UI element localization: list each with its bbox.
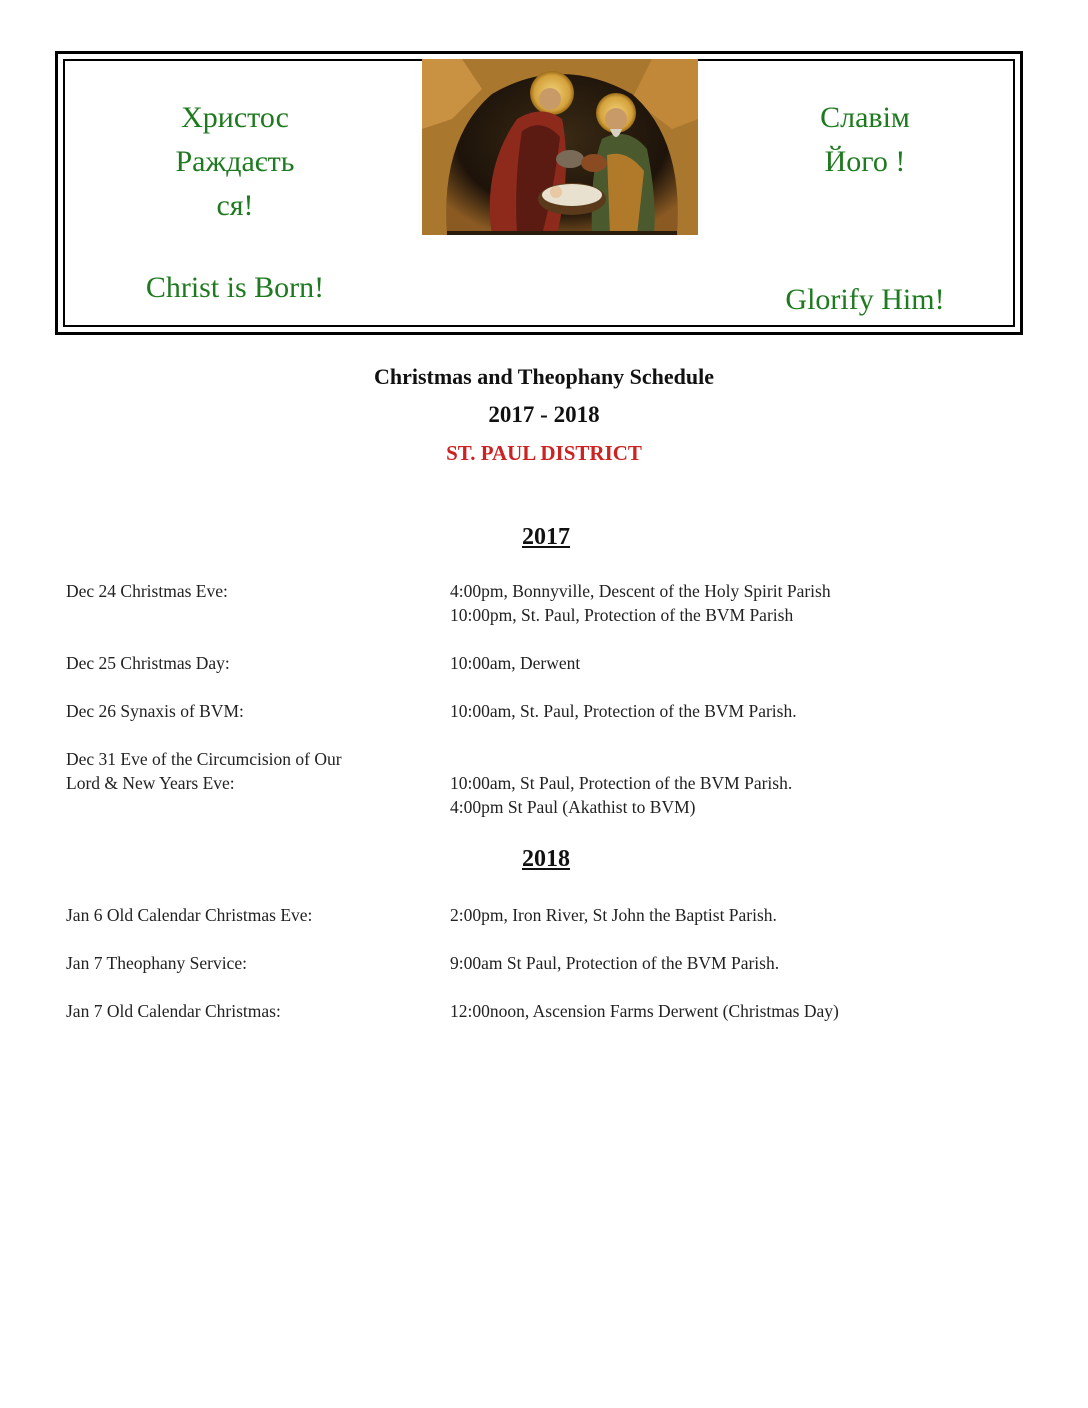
greeting-english-left: Christ is Born! (145, 271, 325, 304)
entry-time-line: 10:00am, St. Paul, Protection of the BVM Parish. (450, 701, 797, 721)
entry-label (66, 699, 426, 723)
greeting-line: Христос (181, 101, 289, 134)
entry-time-line: 12:00noon, Ascension Farms Derwent (Christmas Day) (450, 1001, 839, 1021)
entry-times (450, 651, 1050, 675)
entry-time-line: 4:00pm St Paul (Akathist to BVM) (450, 797, 696, 817)
entry-times (450, 999, 1050, 1023)
greeting-english-right: Glorify Him! (785, 283, 945, 316)
greeting-line: ся! (216, 189, 254, 222)
entry-time-line: 9:00am St Paul, Protection of the BVM Parish. (450, 953, 780, 973)
entry-times (450, 699, 1050, 723)
schedule-years: 2017 - 2018 (488, 402, 600, 427)
entry-label (66, 579, 426, 603)
entry-time-line: 4:00pm, Bonnyville, Descent of the Holy Spirit Parish (450, 581, 831, 601)
entry-time-line: 2:00pm, Iron River, St John the Baptist Parish. (450, 905, 777, 925)
schedule-title: Christmas and Theophany Schedule (373, 364, 715, 389)
entry-times (450, 903, 1050, 927)
entry-label-line: Jan 7 Old Calendar Christmas: (66, 1001, 281, 1021)
entry-label-line: Jan 6 Old Calendar Christmas Eve: (66, 905, 313, 925)
entry-label-line: Jan 7 Theophany Service: (66, 953, 247, 973)
entry-times (450, 771, 1050, 819)
entry-label (66, 903, 426, 927)
entry-label-line: Dec 26 Synaxis of BVM: (66, 701, 244, 721)
entry-label (66, 747, 426, 795)
district-name: ST. PAUL DISTRICT (446, 441, 642, 465)
entry-time-line: 10:00pm, St. Paul, Protection of the BVM Parish (450, 605, 794, 625)
entry-label (66, 951, 426, 975)
greeting-line: Славім (820, 101, 910, 134)
entry-times (450, 951, 1050, 975)
nativity-icon (422, 59, 698, 235)
entry-label (66, 651, 426, 675)
year-heading-2018: 2018 (522, 846, 570, 872)
entry-label-line: Dec 25 Christmas Day: (66, 653, 230, 673)
entry-label-line: Lord & New Years Eve: (66, 773, 235, 793)
entry-time-line: 10:00am, Derwent (450, 653, 581, 673)
year-heading-2017: 2017 (522, 524, 570, 550)
greeting-line: Його ! (824, 145, 906, 178)
greeting-line: Раждаєть (175, 145, 295, 178)
entry-label-line: Dec 24 Christmas Eve: (66, 581, 228, 601)
entry-label (66, 999, 426, 1023)
entry-time-line: 10:00am, St Paul, Protection of the BVM Parish. (450, 773, 793, 793)
entry-label-line: Dec 31 Eve of the Circumcision of Our (66, 749, 342, 769)
greeting-ukrainian-right (795, 96, 935, 184)
greeting-ukrainian-left (160, 96, 310, 228)
entry-times (450, 579, 1050, 627)
